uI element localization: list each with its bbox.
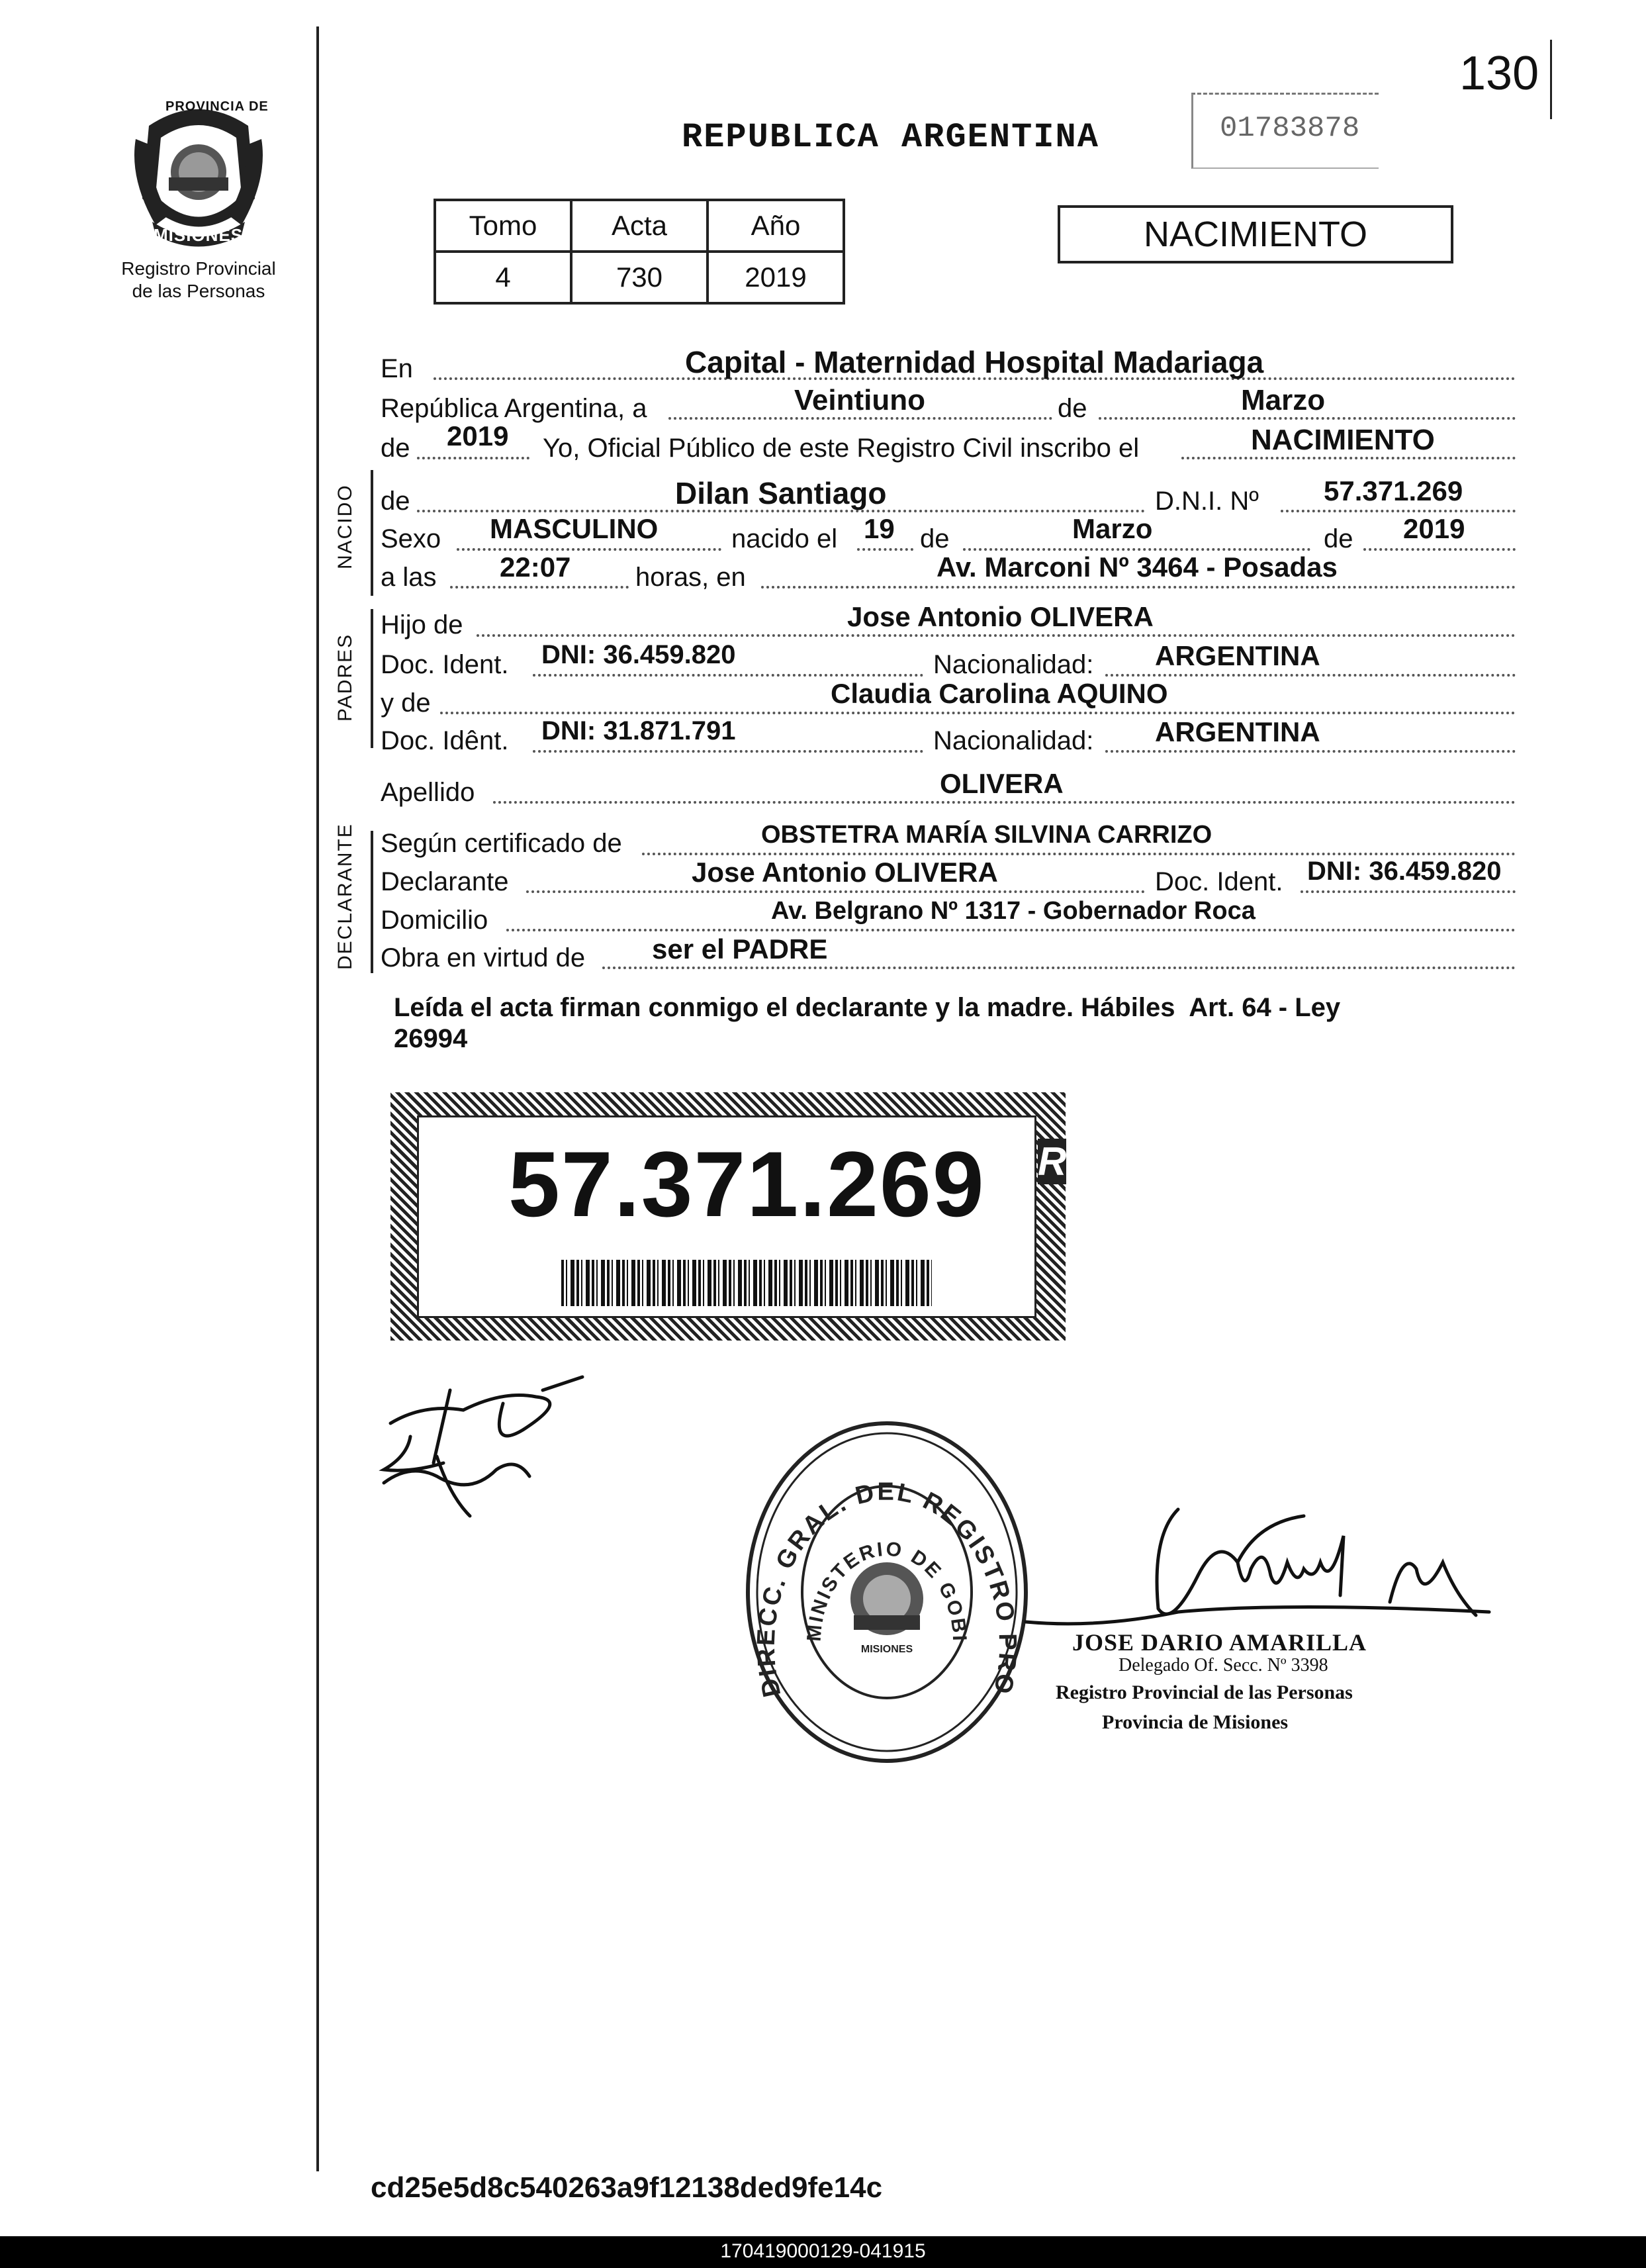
official-text: Yo, Oficial Público de este Registro Civil inscribo el	[543, 434, 1140, 463]
obra-value: ser el PADRE	[652, 933, 828, 965]
doc-type-box	[1058, 205, 1453, 263]
doc-type-label: NACIMIENTO	[1143, 214, 1368, 254]
document-hash: cd25e5d8c540263a9f12138ded9fe14c	[371, 2171, 883, 2204]
rep-label: República Argentina, a	[381, 394, 647, 423]
record-table	[434, 199, 845, 305]
seal-center-text: MISIONES	[860, 1644, 913, 1655]
cert-value: OBSTETRA MARÍA SILVINA CARRIZO	[761, 821, 1212, 849]
yde-label: y de	[381, 688, 431, 718]
year-prefix: de	[381, 434, 410, 463]
official-seal	[741, 1417, 1032, 1768]
tomo-header: Tomo	[435, 200, 571, 252]
father-doc-value: DNI: 36.459.820	[541, 640, 736, 669]
year-value: 2019	[447, 420, 509, 451]
mother-value: Claudia Carolina AQUINO	[831, 678, 1168, 709]
rep-dots-1	[668, 417, 1052, 420]
sticker-barcode	[561, 1260, 932, 1306]
dom-value: Av. Belgrano Nº 1317 - Gobernador Roca	[771, 897, 1256, 925]
official-line3: Registro Provincial de las Personas	[1056, 1681, 1353, 1703]
mother-dots	[440, 712, 1516, 714]
decl-value: Jose Antonio OLIVERA	[692, 857, 998, 888]
sexo-value: MASCULINO	[490, 513, 659, 544]
closing-text-1: Leída el acta firman conmigo el declarante y la madre. Hábiles Art. 64 - Ley	[394, 993, 1341, 1022]
nacido-year-dots	[1363, 548, 1516, 551]
alas-label: a las	[381, 563, 437, 592]
dom-label: Domicilio	[381, 906, 488, 935]
obra-dots	[602, 967, 1516, 969]
apellido-dots	[493, 801, 1516, 804]
nacido-label: nacido el	[731, 524, 838, 553]
tomo-value: 4	[435, 252, 571, 303]
father-doc-label: Doc. Ident.	[381, 650, 509, 679]
nacido-de-label: de	[381, 487, 410, 516]
bottom-bar	[0, 2236, 1646, 2268]
dni-value: 57.371.269	[1324, 475, 1463, 506]
mother-nac-value: ARGENTINA	[1155, 716, 1320, 747]
hijo-label: Hijo de	[381, 610, 463, 639]
serial-number: 01783878	[1220, 112, 1360, 145]
declarant-signature	[371, 1364, 589, 1523]
act-value: NACIMIENTO	[1251, 424, 1435, 456]
time-value: 22:07	[500, 551, 571, 583]
page-number-rule	[1550, 40, 1552, 119]
dni-label: D.N.I. Nº	[1155, 487, 1259, 516]
horas-label: horas, en	[635, 563, 746, 592]
month-value: Marzo	[1241, 384, 1326, 416]
dni-sticker	[390, 1092, 1066, 1341]
sexo-dots	[457, 548, 721, 551]
mother-doc-value: DNI: 31.871.791	[541, 716, 736, 745]
day-value: Veintiuno	[794, 384, 925, 416]
nacido-side-label: NACIDO	[334, 484, 356, 569]
padres-side-label: PADRES	[334, 633, 356, 722]
declarante-bar	[371, 831, 373, 973]
page-title: REPUBLICA ARGENTINA	[682, 118, 1099, 157]
apellido-value: OLIVERA	[940, 768, 1064, 799]
anio-header: Año	[708, 200, 844, 252]
father-nac-value: ARGENTINA	[1155, 640, 1320, 671]
official-signature	[1019, 1496, 1496, 1648]
mother-doc-label: Doc. Idênt.	[381, 726, 509, 755]
year-dots	[417, 457, 529, 459]
en-label: En	[381, 354, 413, 383]
father-doc-dots	[533, 674, 923, 677]
mother-nac-dots	[1105, 750, 1516, 753]
nacido-de-label-2: de	[920, 524, 950, 553]
apellido-label: Apellido	[381, 778, 475, 807]
nacido-month-value: Marzo	[1072, 513, 1153, 544]
father-dots	[477, 634, 1516, 637]
nacido-year-value: 2019	[1403, 513, 1465, 544]
nacido-month-dots	[963, 548, 1310, 551]
act-dots	[1181, 457, 1516, 459]
logo-text-bottom: MISIONES	[154, 225, 244, 245]
name-value: Dilan Santiago	[675, 476, 887, 510]
mother-nac-label: Nacionalidad:	[933, 726, 1094, 755]
mother-doc-dots	[533, 750, 923, 753]
sticker-inner	[417, 1115, 1036, 1318]
padres-bar	[371, 609, 373, 748]
serial-stamp	[1191, 93, 1379, 169]
declarante-side-label: DECLARANTE	[334, 823, 356, 970]
registry-name-1: Registro Provincial	[121, 258, 276, 279]
dni-dots	[1281, 510, 1516, 512]
sticker-side-letter: R	[1038, 1139, 1067, 1184]
rep-dots-2	[1099, 417, 1516, 420]
dom-dots	[506, 929, 1516, 931]
seal-outer-text: DIRECC. GRAL. DEL REGISTRO PRO	[752, 1478, 1022, 1700]
official-name: JOSE DARIO AMARILLA	[1072, 1629, 1367, 1656]
decl-doc-label: Doc. Ident.	[1155, 867, 1283, 896]
nacido-day-value: 19	[864, 513, 895, 544]
en-value: Capital - Maternidad Hospital Madariaga	[685, 345, 1264, 379]
father-nac-dots	[1105, 674, 1516, 677]
place-value: Av. Marconi Nº 3464 - Posadas	[937, 551, 1338, 583]
closing-text-2: 26994	[394, 1024, 468, 1053]
official-line4: Provincia de Misiones	[1102, 1711, 1289, 1733]
obra-label: Obra en virtud de	[381, 943, 586, 972]
decl-dots	[526, 890, 1145, 893]
logo-text-top: PROVINCIA DE	[165, 99, 269, 114]
cert-label: Según certificado de	[381, 829, 622, 858]
decl-doc-value: DNI: 36.459.820	[1307, 857, 1502, 886]
official-line2: Delegado Of. Secc. Nº 3398	[1119, 1655, 1328, 1676]
page-number: 130	[1459, 47, 1539, 100]
sticker-number: 57.371.269	[508, 1132, 985, 1236]
bottom-bar-code: 170419000129-041915	[720, 2240, 926, 2262]
time-dots	[450, 586, 629, 589]
registry-name-2: de las Personas	[132, 281, 265, 301]
father-value: Jose Antonio OLIVERA	[847, 601, 1154, 632]
seal-inner-text: MINISTERIO DE GOBI	[803, 1538, 971, 1643]
nacido-bar	[371, 470, 373, 596]
rep-de-label: de	[1058, 394, 1087, 423]
acta-value: 730	[571, 252, 708, 303]
anio-value: 2019	[708, 252, 844, 303]
decl-doc-dots	[1301, 890, 1516, 893]
father-nac-label: Nacionalidad:	[933, 650, 1094, 679]
nacido-day-dots	[857, 548, 913, 551]
cert-dots	[642, 853, 1516, 855]
nacido-de-label-3: de	[1324, 524, 1353, 553]
decl-label: Declarante	[381, 867, 509, 896]
place-dots	[761, 586, 1516, 589]
sexo-label: Sexo	[381, 524, 441, 553]
acta-header: Acta	[571, 200, 708, 252]
margin-line	[316, 26, 319, 2171]
